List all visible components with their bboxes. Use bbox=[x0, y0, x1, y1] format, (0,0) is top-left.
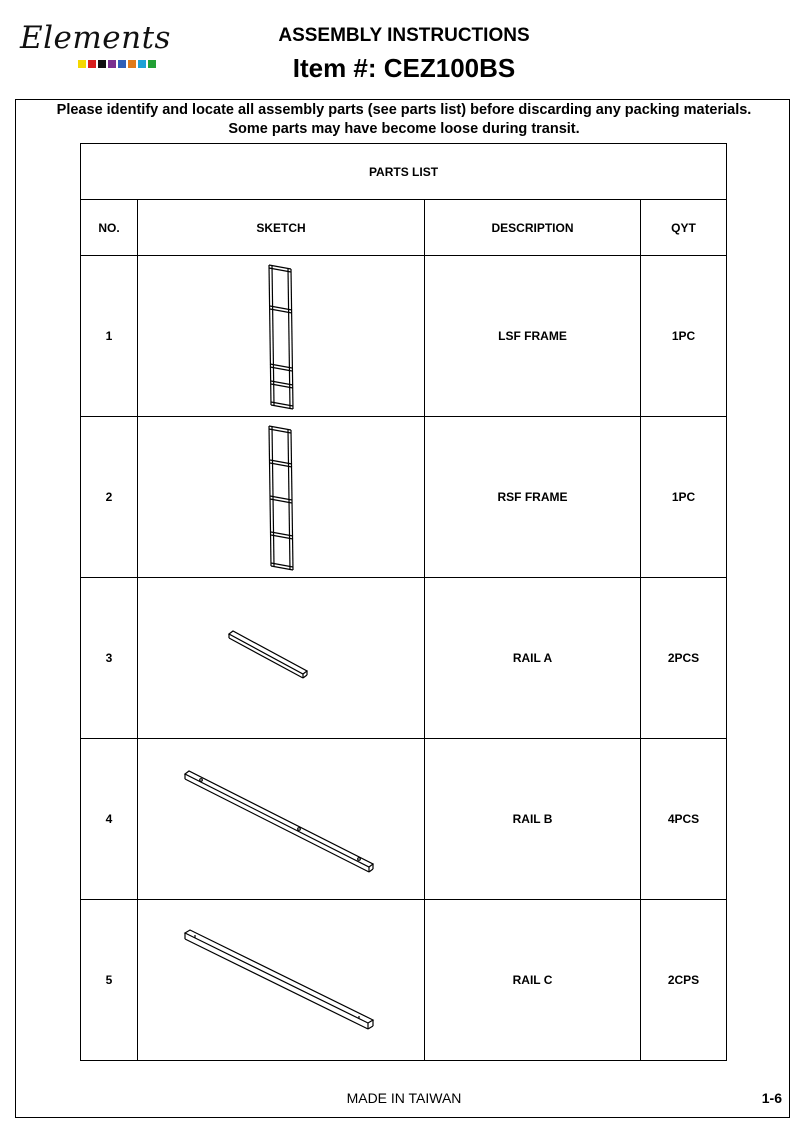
part-number: 4 bbox=[81, 739, 138, 900]
notice-line-2: Some parts may have become loose during transit. bbox=[228, 121, 580, 137]
brand-logo-wordmark: Elements bbox=[20, 20, 171, 56]
parts-list-header-row bbox=[81, 200, 727, 256]
part-sketch-cell bbox=[138, 900, 425, 1061]
part-description: RAIL B bbox=[425, 739, 641, 900]
rsf-frame-sketch bbox=[251, 422, 311, 572]
column-header-no: NO. bbox=[81, 200, 138, 256]
lsf-frame-sketch bbox=[251, 261, 311, 411]
column-header-qty: QYT bbox=[641, 200, 727, 256]
part-description: LSF FRAME bbox=[425, 256, 641, 417]
part-sketch-cell bbox=[138, 739, 425, 900]
part-quantity: 1PC bbox=[641, 417, 727, 578]
part-sketch-cell bbox=[138, 417, 425, 578]
part-description: RAIL C bbox=[425, 900, 641, 1061]
item-number: Item #: CEZ100BS bbox=[292, 53, 516, 83]
page-number: 1-6 bbox=[761, 1090, 782, 1106]
part-description: RSF FRAME bbox=[425, 417, 641, 578]
table-row bbox=[81, 578, 727, 739]
rail-c-sketch bbox=[181, 915, 381, 1045]
made-in-label: MADE IN TAIWAN bbox=[346, 1090, 462, 1106]
table-row bbox=[81, 900, 727, 1061]
column-header-sketch: SKETCH bbox=[138, 200, 425, 256]
part-number: 2 bbox=[81, 417, 138, 578]
parts-list-table bbox=[80, 143, 727, 1061]
table-row bbox=[81, 417, 727, 578]
part-sketch-cell bbox=[138, 256, 425, 417]
table-row bbox=[81, 739, 727, 900]
part-quantity: 4PCS bbox=[641, 739, 727, 900]
parts-list-title-row bbox=[81, 144, 727, 200]
rail-b-sketch bbox=[181, 754, 381, 884]
column-header-description: DESCRIPTION bbox=[425, 200, 641, 256]
part-number: 3 bbox=[81, 578, 138, 739]
part-number: 5 bbox=[81, 900, 138, 1061]
document-title: ASSEMBLY INSTRUCTIONS bbox=[278, 25, 530, 46]
part-number: 1 bbox=[81, 256, 138, 417]
part-sketch-cell bbox=[138, 578, 425, 739]
rail-a-sketch bbox=[221, 618, 341, 698]
part-quantity: 2CPS bbox=[641, 900, 727, 1061]
parts-list-title: PARTS LIST bbox=[81, 144, 727, 200]
part-quantity: 1PC bbox=[641, 256, 727, 417]
notice-line-1: Please identify and locate all assembly parts (see parts list) before discarding any packing materials. bbox=[56, 102, 752, 118]
part-description: RAIL A bbox=[425, 578, 641, 739]
table-row bbox=[81, 256, 727, 417]
part-quantity: 2PCS bbox=[641, 578, 727, 739]
